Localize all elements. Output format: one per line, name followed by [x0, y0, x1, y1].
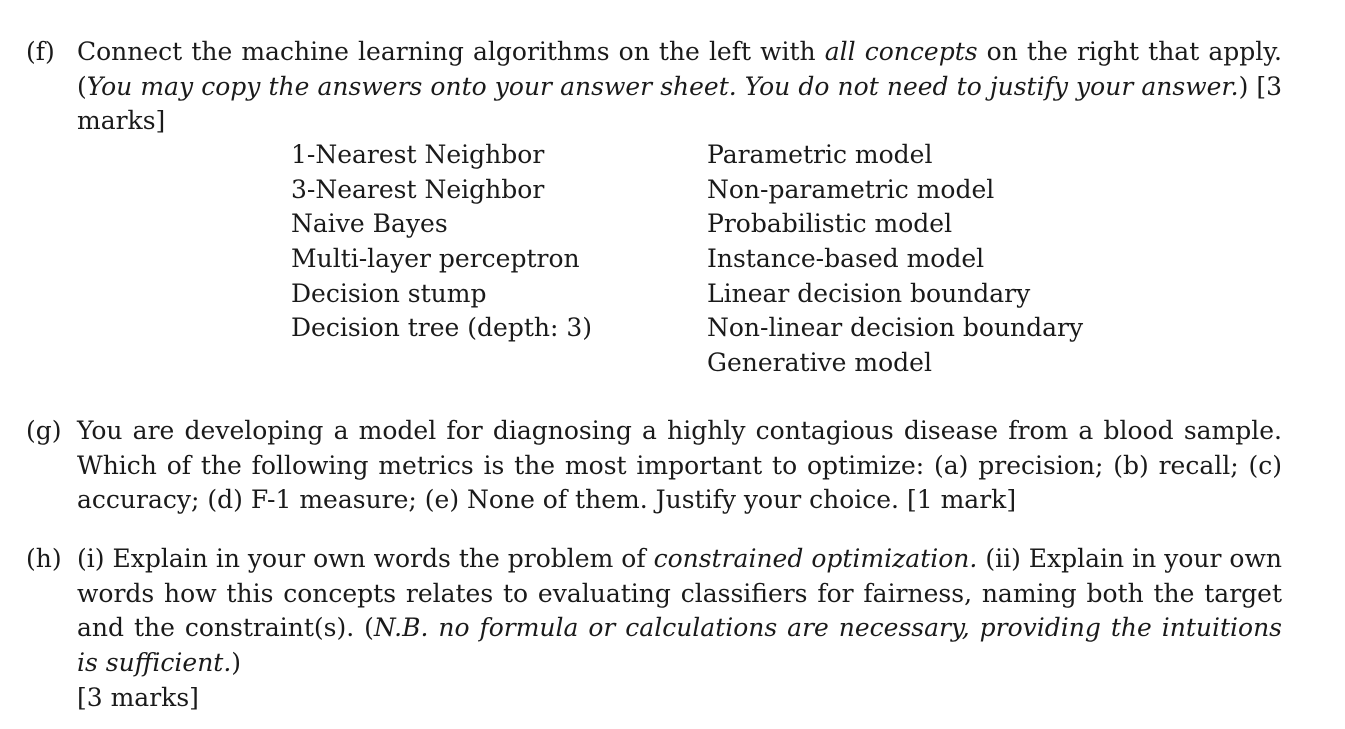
algorithm-item: 3-Nearest Neighbor [291, 174, 545, 204]
question-f-text-2: on the right that apply. ( [77, 37, 1282, 101]
question-g-marks: [1 mark] [907, 485, 1017, 515]
question-h-text-2: (ii) Explain in your own words how this concepts relates to evaluating classifiers for fairness, naming both the target and the constraint(s). ( [77, 544, 1282, 643]
question-h-text-3: ) [231, 648, 242, 678]
concept-item: Non-parametric model [707, 174, 995, 204]
question-f-marks: [3 marks] [77, 71, 1282, 136]
question-f-emphasis-1: all concepts [824, 37, 978, 66]
question-f-prompt [77, 35, 1282, 139]
question-f-label: (f) [26, 37, 55, 66]
concept-item: Parametric model [707, 140, 933, 169]
question-f [26, 35, 1282, 139]
question-g-prompt [77, 414, 1282, 518]
concepts-list [707, 138, 1083, 381]
question-h-emphasis-1: constrained optimization. [653, 544, 978, 573]
question-h [26, 542, 1282, 716]
question-g-label: (g) [26, 416, 62, 445]
question-h-prompt [77, 542, 1282, 716]
algorithm-item: Decision tree (depth: 3) [291, 313, 593, 343]
question-h-emphasis-2: N.B. no formula or calculations are necessary, providing the intuitions is sufficient. [77, 613, 1282, 678]
algorithm-item: Multi-layer perceptron [291, 244, 580, 274]
question-f-text-3: ) [1238, 71, 1249, 101]
question-f-emphasis-2: You may copy the answers onto your answer sheet. You do not need to justify your answer. [86, 71, 1239, 101]
question-g-text: You are developing a model for diagnosing a highly contagious disease from a blood sample. Which of the following metrics is the most important to optimize: (a) precision; (b) recall; (c) accuracy; (d) F-1 measure; (e) None of them. Justify your choice. [77, 416, 1282, 515]
question-h-label: (h) [26, 544, 62, 573]
algorithm-item: 1-Nearest Neighbor [291, 140, 545, 169]
algorithms-list [291, 138, 592, 346]
algorithm-item: Decision stump [291, 278, 487, 308]
concept-item: Linear decision boundary [707, 278, 1031, 308]
question-h-text-1: (i) Explain in your own words the problem of [77, 544, 654, 573]
question-f-text-1: Connect the machine learning algorithms on the left with [77, 37, 825, 66]
question-h-marks: [3 marks] [77, 682, 199, 712]
concept-item: Instance-based model [707, 244, 985, 274]
concept-item: Probabilistic model [707, 209, 953, 239]
algorithm-item: Naive Bayes [291, 209, 448, 239]
concept-item: Generative model [707, 348, 932, 378]
question-g [26, 414, 1282, 518]
concept-item: Non-linear decision boundary [707, 313, 1084, 343]
